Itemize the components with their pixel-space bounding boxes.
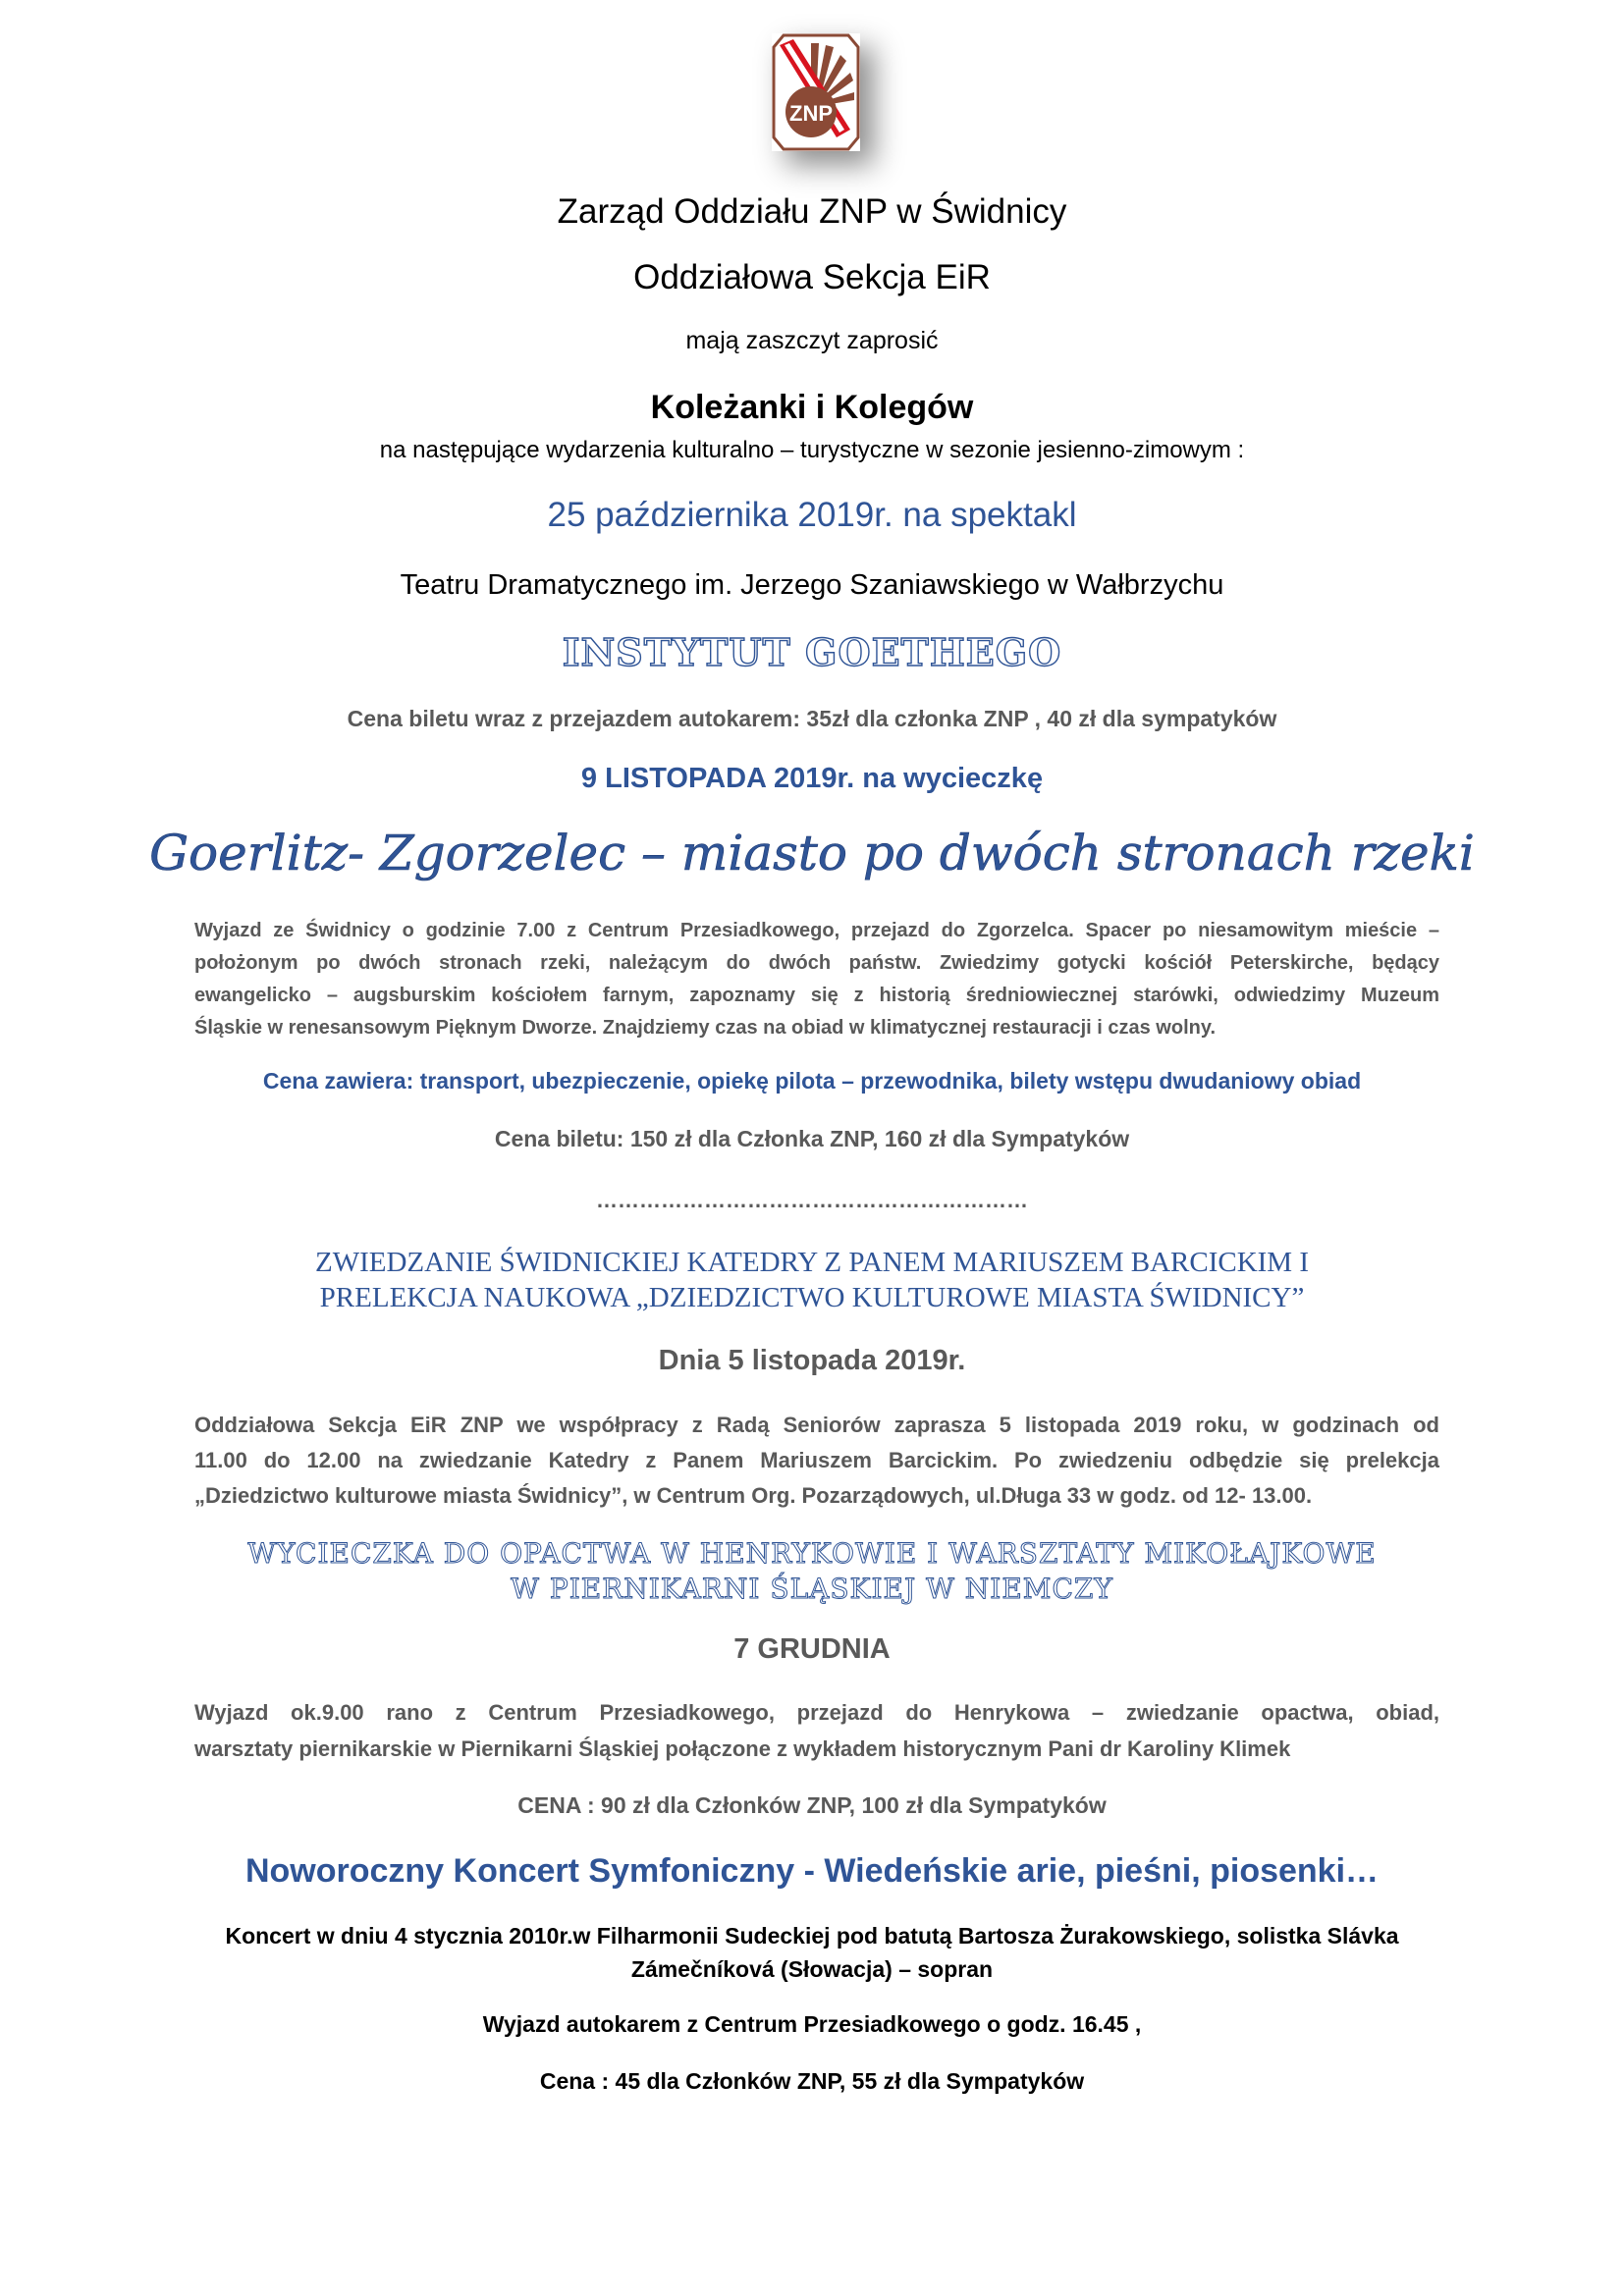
description-line: ewangelicko – augsburskim kościołem farnym, zapoznamy się z historią średniowiecznej starówki, odwiedzimy Muzeum	[194, 985, 1439, 1006]
invite-line: mają zaszczyt zaprosić	[685, 327, 939, 354]
event2-date: 9 LISTOPADA 2019r. na wycieczkę	[580, 763, 1044, 794]
event1-venue: Teatru Dramatycznego im. Jerzego Szaniawskiego w Wałbrzychu	[400, 569, 1224, 601]
event4-title-line2: W PIERNIKARNI ŚLĄSKIEJ W NIEMCZY	[511, 1573, 1113, 1605]
event2-includes: Cena zawiera: transport, ubezpieczenie, opiekę pilota – przewodnika, bilety wstępu dwudaniowy obiad	[262, 1068, 1362, 1094]
event5-price: Cena : 45 dla Członków ZNP, 55 zł dla Sympatyków	[539, 2068, 1085, 2094]
description-line: Wyjazd ok.9.00 rano z Centrum Przesiadkowego, przejazd do Henrykowa – zwiedzanie opactwa, obiad,	[194, 1700, 1439, 1725]
description-line: „Dziedzictwo kulturowe miasta Świdnicy”, w Centrum Org. Pozarządowych, ul.Długa 33 w godz. od 12- 13.00.	[194, 1483, 1313, 1508]
event3-date: Dnia 5 listopada 2019r.	[658, 1345, 966, 1376]
description-line: 11.00 do 12.00 na zwiedzanie Katedry z Panem Mariuszem Barcickim. Po zwiedzeniu odbędzie się prelekcja	[194, 1448, 1439, 1472]
event4-description	[194, 1694, 1439, 1767]
logo-text: ZNP	[789, 101, 833, 126]
event2-description	[194, 915, 1439, 1044]
separator: ……………………………………………………	[596, 1188, 1028, 1212]
event4-title-line1: WYCIECZKA DO OPACTWA W HENRYKOWIE I WARSZTATY MIKOŁAJKOWE	[247, 1537, 1377, 1570]
event5-line1: Koncert w dniu 4 stycznia 2010r.w Filharmonii Sudeckiej pod batutą Bartosza Żurakowskiego, solistka Slávka	[225, 1923, 1399, 1949]
section-line: Oddziałowa Sekcja EiR	[633, 258, 991, 296]
event5-title: Noworoczny Koncert Symfoniczny - Wiedeńskie arie, pieśni, piosenki…	[244, 1852, 1380, 1890]
intro-line: na następujące wydarzenia kulturalno – turystyczne w sezonie jesienno-zimowym :	[379, 437, 1245, 463]
event1-price: Cena biletu wraz z przejazdem autokarem: 35zł dla członka ZNP , 40 zł dla sympatyków	[347, 706, 1277, 731]
description-line: warsztaty piernikarskie w Piernikarni Śląskiej połączone z wykładem historycznym Pani dr Karoliny Klimek	[194, 1736, 1291, 1761]
organizer-line: Zarząd Oddziału ZNP w Świdnicy	[557, 192, 1067, 231]
event3-title-line1: ZWIEDZANIE ŚWIDNICKIEJ KATEDRY Z PANEM MARIUSZEM BARCICKIM I	[314, 1247, 1309, 1278]
event4-date: 7 GRUDNIA	[733, 1633, 891, 1665]
description-line: Wyjazd ze Świdnicy o godzinie 7.00 z Centrum Przesiadkowego, przejazd do Zgorzelca. Spacer po niesamowitym mieście –	[194, 920, 1439, 941]
event2-price: Cena biletu: 150 zł dla Członka ZNP, 160 zł dla Sympatyków	[494, 1126, 1130, 1151]
description-line: Oddziałowa Sekcja EiR ZNP we współpracy z Radą Seniorów zaprasza 5 listopada 2019 roku, w godzinach od	[194, 1413, 1439, 1437]
description-line: położonym po dwóch stronach rzeki, należącym do dwóch państw. Zwiedzimy gotycki kościół Peterskirche, będący	[194, 952, 1439, 974]
event3-description	[194, 1408, 1439, 1514]
event2-title: Goerlitz- Zgorzelec – miasto po dwóch stronach rzeki	[149, 825, 1475, 881]
event1-title: INSTYTUT GOETHEGO	[562, 630, 1062, 674]
event4-price: CENA : 90 zł dla Członków ZNP, 100 zł dla Sympatyków	[517, 1792, 1107, 1818]
event1-date: 25 października 2019r. na spektakl	[547, 496, 1077, 534]
znp-logo	[772, 33, 860, 151]
event3-title-line2: PRELEKCJA NAUKOWA „DZIEDZICTWO KULTUROWE MIASTA ŚWIDNICY”	[319, 1282, 1305, 1313]
event5-line2: Zámečníková (Słowacja) – sopran	[630, 1956, 994, 1982]
event5-departure: Wyjazd autokarem z Centrum Przesiadkowego o godz. 16.45 ,	[482, 2011, 1142, 2037]
addressee: Koleżanki i Kolegów	[650, 389, 974, 426]
description-line: Śląskie w renesansowym Pięknym Dworze. Znajdziemy czas na obiad w klimatycznej restauracji i czas wolny.	[194, 1017, 1217, 1039]
